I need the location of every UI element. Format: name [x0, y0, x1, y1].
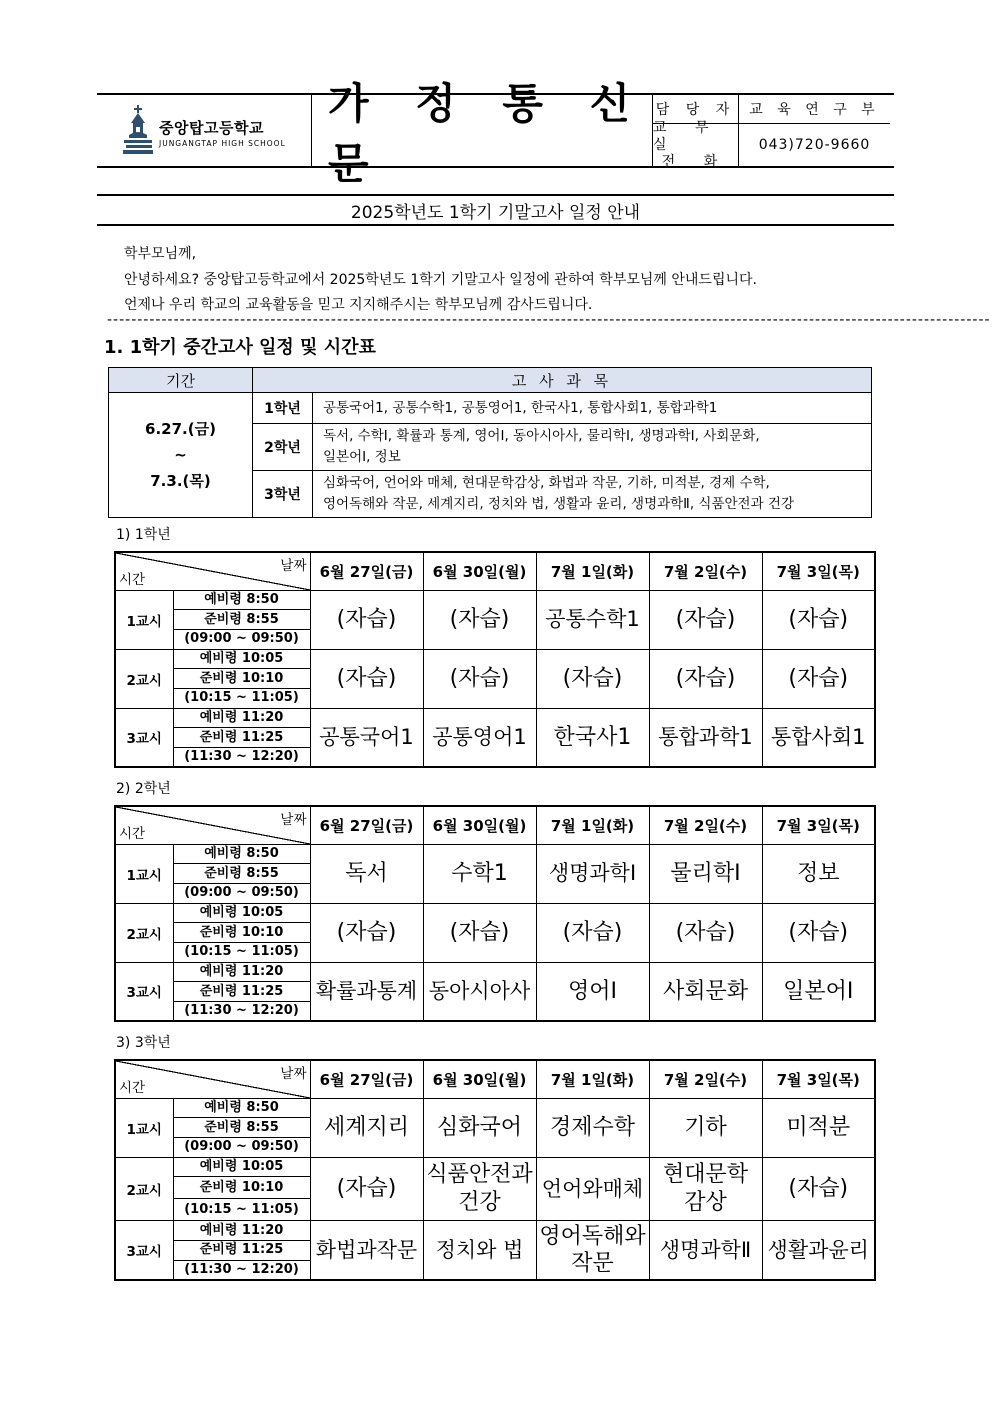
subject-list: [313, 424, 872, 471]
date-axis-label: 날짜: [280, 558, 307, 574]
date-axis-label: 날짜: [280, 812, 307, 828]
ready-bell: 준비령 11:25: [173, 982, 310, 1002]
document-title-cell: [312, 78, 653, 188]
notice-subtitle: 2025학년도 1학기 기말고사 일정 안내: [97, 194, 894, 226]
subjects-row: [109, 393, 872, 424]
exam-subject: (자습): [310, 649, 423, 708]
ready-bell: 준비령 8:55: [173, 1118, 310, 1138]
exam-subject: 영어독해와 작문: [536, 1221, 649, 1280]
time-axis-label: 시간: [119, 1079, 146, 1096]
grade-label: 3학년: [253, 471, 313, 518]
ready-bell: 준비령 8:55: [173, 610, 310, 630]
day-header: 6월 30일(월): [423, 1060, 536, 1098]
warning-bell: 예비령 8:50: [173, 844, 310, 864]
day-header: 6월 30일(월): [423, 552, 536, 590]
period-row: [115, 844, 875, 864]
subject-list-line: 심화국어, 언어와 매체, 현대문학감상, 화법과 작문, 기하, 미적분, 경제 수학,: [323, 475, 770, 491]
exam-subject: 식품안전과 건강: [423, 1157, 536, 1221]
exam-time-range: (10:15 ~ 11:05): [173, 942, 310, 962]
day-header: 7월 2일(수): [649, 552, 762, 590]
letterhead: [97, 78, 894, 188]
period-label: 2교시: [115, 1157, 173, 1221]
subjects-table: [108, 367, 872, 518]
manager-value: 교 육 연 구 부: [749, 102, 880, 118]
exam-subject: 영어Ⅰ: [536, 962, 649, 1021]
day-header: 7월 1일(화): [536, 1060, 649, 1098]
exam-subject: 사회문화: [649, 962, 762, 1021]
greeting-line-2: 안녕하세요? 중앙탑고등학교에서 2025학년도 1학기 기말고사 일정에 관하여 학부모님께 안내드립니다.: [124, 272, 757, 288]
grade-2-schedule: [114, 805, 876, 1022]
warning-bell: 예비령 8:50: [173, 1098, 310, 1118]
grade-label: 1학년: [253, 393, 313, 424]
exam-subject: 세계지리: [310, 1098, 423, 1157]
corner-cell: [115, 1060, 310, 1098]
exam-subject: (자습): [423, 649, 536, 708]
ready-bell: 준비령 11:25: [173, 728, 310, 748]
exam-subject: (자습): [423, 903, 536, 962]
greeting-line-1: 학부모님께,: [124, 246, 197, 262]
subject-list: [313, 393, 872, 424]
phone-row: [653, 119, 890, 170]
exam-time-range: (10:15 ~ 11:05): [173, 688, 310, 708]
exam-subject: 화법과작문: [310, 1221, 423, 1280]
period-row: [115, 1221, 875, 1241]
subject-list-line: 공통국어1, 공통수학1, 공통영어1, 한국사1, 통합사회1, 통합과학1: [323, 399, 718, 416]
corner-cell: [115, 552, 310, 590]
ready-bell: 준비령 10:10: [173, 1177, 310, 1199]
section-title: 1. 1학기 중간고사 일정 및 시간표: [104, 337, 376, 358]
exam-subject: (자습): [310, 590, 423, 649]
exam-subject: 생활과윤리: [762, 1221, 875, 1280]
school-logo-icon: [121, 105, 155, 157]
exam-subject: (자습): [762, 903, 875, 962]
day-header: 7월 2일(수): [649, 806, 762, 844]
schedule-header-row: [115, 806, 875, 844]
exam-time-range: (11:30 ~ 12:20): [173, 1260, 310, 1280]
header-period: 기간: [109, 368, 253, 393]
period-end: 7.3.(목): [150, 472, 211, 490]
exam-subject: (자습): [536, 903, 649, 962]
ready-bell: 준비령 10:10: [173, 923, 310, 943]
exam-subject: (자습): [310, 1157, 423, 1221]
warning-bell: 예비령 8:50: [173, 590, 310, 610]
exam-subject: (자습): [762, 1157, 875, 1221]
exam-subject: 수학1: [423, 844, 536, 903]
subject-list-line: 독서, 수학Ⅰ, 확률과 통계, 영어Ⅰ, 동아시아사, 물리학Ⅰ, 생명과학Ⅰ, 사회문화,: [323, 428, 760, 444]
contact-info: [653, 95, 890, 170]
exam-subject: 한국사1: [536, 708, 649, 767]
day-header: 7월 3일(목): [762, 552, 875, 590]
day-header: 6월 27일(금): [310, 806, 423, 844]
exam-time-range: (09:00 ~ 09:50): [173, 629, 310, 649]
exam-subject: 일본어Ⅰ: [762, 962, 875, 1021]
period-row: [115, 590, 875, 610]
time-axis-label: 시간: [119, 571, 146, 588]
exam-subject: 정치와 법: [423, 1221, 536, 1280]
greeting-line-3: 언제나 우리 학교의 교육활동을 믿고 지지해주시는 학부모님께 감사드립니다.: [124, 297, 593, 313]
exam-subject: 현대문학 감상: [649, 1157, 762, 1221]
warning-bell: 예비령 11:20: [173, 1221, 310, 1241]
phone-value: 043)720-9660: [758, 137, 871, 153]
exam-subject: 공통수학1: [536, 590, 649, 649]
exam-subject: 물리학Ⅰ: [649, 844, 762, 903]
phone-label: [653, 119, 739, 170]
exam-subject: 공통국어1: [310, 708, 423, 767]
exam-subject: (자습): [649, 649, 762, 708]
exam-period: [109, 393, 253, 518]
school-logo-block: [97, 95, 312, 166]
warning-bell: 예비령 11:20: [173, 962, 310, 982]
period-label: 2교시: [115, 903, 173, 962]
period-start: 6.27.(금): [145, 420, 216, 438]
grade-2-label: 2) 2학년: [116, 781, 171, 797]
exam-time-range: (09:00 ~ 09:50): [173, 1137, 310, 1157]
exam-subject: 공통영어1: [423, 708, 536, 767]
warning-bell: 예비령 10:05: [173, 903, 310, 923]
exam-subject: 심화국어: [423, 1098, 536, 1157]
period-row: [115, 1098, 875, 1118]
exam-subject: (자습): [762, 590, 875, 649]
exam-time-range: (09:00 ~ 09:50): [173, 883, 310, 903]
period-label: 3교시: [115, 708, 173, 767]
schedule-header-row: [115, 1060, 875, 1098]
period-row: [115, 903, 875, 923]
grade-3-label: 3) 3학년: [116, 1035, 171, 1051]
exam-time-range: (11:30 ~ 12:20): [173, 1002, 310, 1022]
grade-1-schedule: [114, 551, 876, 768]
exam-subject: (자습): [310, 903, 423, 962]
exam-subject: (자습): [649, 903, 762, 962]
divider-line: --------------------------------------------------------------------------------------------------------------------------------------------------: [107, 312, 991, 328]
period-label: 1교시: [115, 590, 173, 649]
date-axis-label: 날짜: [280, 1066, 307, 1082]
exam-subject: 확률과통계: [310, 962, 423, 1021]
day-header: 7월 3일(목): [762, 806, 875, 844]
exam-subject: 정보: [762, 844, 875, 903]
warning-bell: 예비령 10:05: [173, 1157, 310, 1177]
exam-subject: 생명과학Ⅱ: [649, 1221, 762, 1280]
exam-subject: 언어와매체: [536, 1157, 649, 1221]
warning-bell: 예비령 10:05: [173, 649, 310, 669]
exam-subject: 생명과학Ⅰ: [536, 844, 649, 903]
period-sep: ~: [174, 446, 187, 464]
exam-subject: (자습): [536, 649, 649, 708]
period-row: [115, 962, 875, 982]
subjects-header-row: [109, 368, 872, 393]
exam-subject: 독서: [310, 844, 423, 903]
header-subjects: 고 사 과 목: [253, 368, 872, 393]
ready-bell: 준비령 11:25: [173, 1240, 310, 1260]
period-label: 1교시: [115, 844, 173, 903]
exam-time-range: (10:15 ~ 11:05): [173, 1199, 310, 1221]
exam-subject: 미적분: [762, 1098, 875, 1157]
day-header: 6월 27일(금): [310, 1060, 423, 1098]
period-label: 3교시: [115, 1221, 173, 1280]
exam-subject: 통합사회1: [762, 708, 875, 767]
period-row: [115, 1157, 875, 1177]
school-name-en: JUNGANGTAP HIGH SCHOOL: [159, 139, 286, 148]
corner-cell: [115, 806, 310, 844]
period-row: [115, 649, 875, 669]
period-row: [115, 708, 875, 728]
grade-1-label: 1) 1학년: [116, 527, 171, 543]
subject-list-line: 영어독해와 작문, 세계지리, 정치와 법, 생활과 윤리, 생명과학Ⅱ, 식품안전과 건강: [323, 496, 794, 512]
ready-bell: 준비령 10:10: [173, 669, 310, 689]
exam-time-range: (11:30 ~ 12:20): [173, 748, 310, 768]
warning-bell: 예비령 11:20: [173, 708, 310, 728]
exam-subject: 기하: [649, 1098, 762, 1157]
school-name: 중앙탑고등학교: [159, 119, 264, 137]
exam-subject: (자습): [762, 649, 875, 708]
day-header: 7월 1일(화): [536, 552, 649, 590]
ready-bell: 준비령 8:55: [173, 864, 310, 884]
exam-subject: (자습): [649, 590, 762, 649]
day-header: 6월 30일(월): [423, 806, 536, 844]
day-header: 7월 3일(목): [762, 1060, 875, 1098]
exam-subject: 통합과학1: [649, 708, 762, 767]
phone-label-line2: 전 화: [661, 153, 730, 170]
grade-3-schedule: [114, 1059, 876, 1281]
grade-label: 2학년: [253, 424, 313, 471]
time-axis-label: 시간: [119, 825, 146, 842]
period-label: 3교시: [115, 962, 173, 1021]
phone-label-line1: 교 무 실: [653, 119, 721, 153]
day-header: 7월 2일(수): [649, 1060, 762, 1098]
subject-list: [313, 471, 872, 518]
day-header: 6월 27일(금): [310, 552, 423, 590]
subject-list-line: 일본어Ⅰ, 정보: [323, 449, 401, 465]
schedule-header-row: [115, 552, 875, 590]
exam-subject: (자습): [423, 590, 536, 649]
period-label: 2교시: [115, 649, 173, 708]
period-label: 1교시: [115, 1098, 173, 1157]
manager-label: 담 당 자: [653, 95, 739, 123]
exam-subject: 경제수학: [536, 1098, 649, 1157]
day-header: 7월 1일(화): [536, 806, 649, 844]
document-title: 가 정 통 신 문: [328, 78, 647, 188]
exam-subject: 동아시아사: [423, 962, 536, 1021]
